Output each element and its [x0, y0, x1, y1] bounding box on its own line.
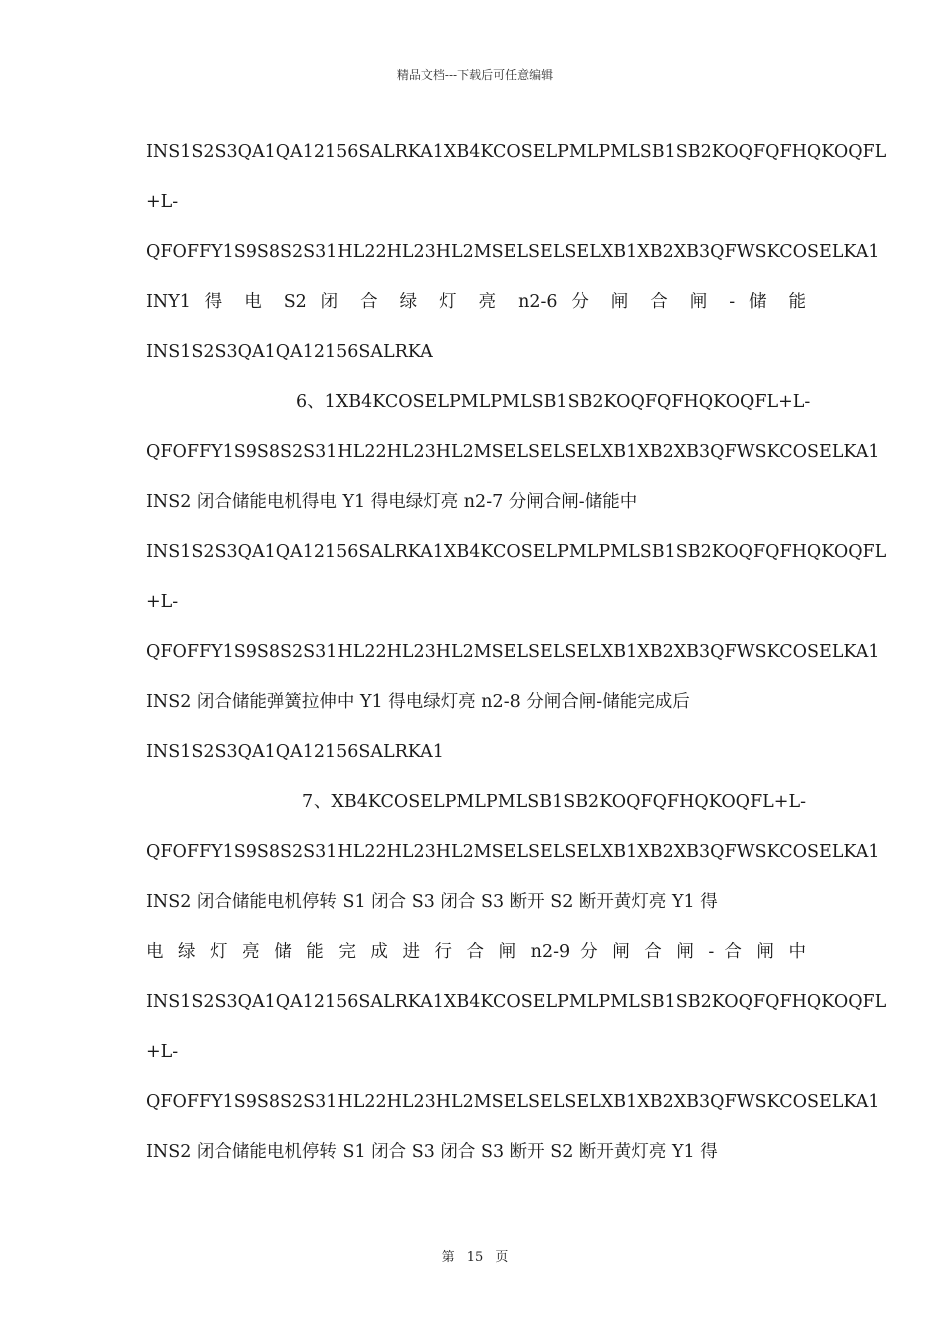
text-line: INS2 闭合储能电机停转 S1 闭合 S3 闭合 S3 断开 S2 断开黄灯亮 Y1 得 [146, 892, 718, 912]
item-number: 6 [296, 392, 308, 412]
text-line: +L- [146, 1042, 179, 1062]
text-line: INS1S2S3QA1QA12156SALRKA [146, 342, 433, 362]
text-line: +L- [146, 592, 179, 612]
page-prefix: 第 [441, 1250, 455, 1265]
text-line: INS1S2S3QA1QA12156SALRKA1XB4KCOSELPMLPMLSB1SB2KOQFQFHQKOQFL [146, 542, 887, 562]
text-line: INY1 得 电 S2 闭 合 绿 灯 亮 n2-6 分 闸 合 闸 - 储 能 [146, 292, 806, 312]
text-line: QFOFFY1S9S8S2S31HL22HL23HL2MSELSELSELXB1XB2XB3QFWSKCOSELKA1 [146, 1092, 880, 1112]
page-header: 精品文档---下载后可任意编辑 [396, 68, 554, 82]
item-text: 1XB4KCOSELPMLPMLSB1SB2KOQFQFHQKOQFL+L- [324, 392, 811, 412]
text-line: +L- [146, 192, 179, 212]
text-line: QFOFFY1S9S8S2S31HL22HL23HL2MSELSELSELXB1XB2XB3QFWSKCOSELKA1 [146, 242, 880, 262]
text-line: QFOFFY1S9S8S2S31HL22HL23HL2MSELSELSELXB1XB2XB3QFWSKCOSELKA1 [146, 442, 880, 462]
page-suffix: 页 [495, 1250, 509, 1265]
text-line: 电 绿 灯 亮 储 能 完 成 进 行 合 闸 n2-9 分 闸 合 闸 - 合 闸 中 [146, 942, 806, 962]
list-item-6 [146, 384, 811, 434]
text-line: QFOFFY1S9S8S2S31HL22HL23HL2MSELSELSELXB1XB2XB3QFWSKCOSELKA1 [146, 842, 880, 862]
item-text: XB4KCOSELPMLPMLSB1SB2KOQFQFHQKOQFL+L- [331, 792, 806, 812]
list-item-7 [146, 784, 806, 834]
item-separator: 、 [307, 392, 325, 412]
text-line: INS2 闭合储能电机得电 Y1 得电绿灯亮 n2-7 分闸合闸-储能中 [146, 492, 638, 512]
page-footer [0, 1246, 950, 1265]
text-line: INS2 闭合储能电机停转 S1 闭合 S3 闭合 S3 断开 S2 断开黄灯亮 Y1 得 [146, 1142, 718, 1162]
text-line: INS1S2S3QA1QA12156SALRKA1XB4KCOSELPMLPMLSB1SB2KOQFQFHQKOQFL [146, 992, 887, 1012]
text-line: INS1S2S3QA1QA12156SALRKA1XB4KCOSELPMLPMLSB1SB2KOQFQFHQKOQFL [146, 142, 887, 162]
text-line: QFOFFY1S9S8S2S31HL22HL23HL2MSELSELSELXB1XB2XB3QFWSKCOSELKA1 [146, 642, 880, 662]
item-number: 7 [302, 792, 314, 812]
item-separator: 、 [313, 792, 332, 812]
document-body [146, 134, 887, 1184]
page-number: 15 [466, 1250, 484, 1265]
text-line: INS2 闭合储能弹簧拉伸中 Y1 得电绿灯亮 n2-8 分闸合闸-储能完成后 [146, 692, 690, 712]
text-line: INS1S2S3QA1QA12156SALRKA1 [146, 742, 444, 762]
